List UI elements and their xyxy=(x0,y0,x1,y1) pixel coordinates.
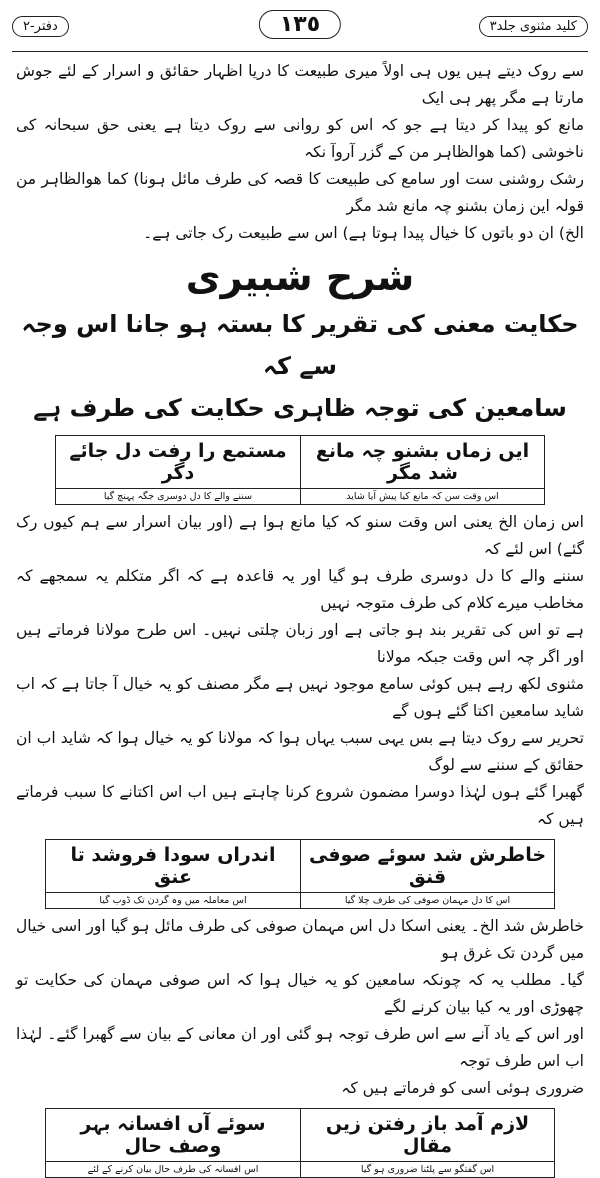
verse-left xyxy=(46,1109,300,1177)
verse-left xyxy=(56,436,300,504)
text-line: گھبرا گئے ہوں لہٰذا دوسرا مضمون شروع کرنا چاہتے ہیں اب اس اکتانے کا سبب فرماتے ہیں کہ xyxy=(16,783,584,828)
subheading-line: سامعین کی توجہ ظاہری حکایت کی طرف ہے xyxy=(33,394,567,422)
text-line: مانع کو پیدا کر دیتا ہے جو کہ اس کو روانی سے روک دیتا ہے یعنی حق سبحانہ کی ناخوشی (کما ھوالظاہر من کے گزر آروآ نکہ xyxy=(16,116,584,161)
text-line: ہے تو اس کی تقریر بند ہو جاتی ہے اور زبان چلتی نہیں۔ اس طرح مولانا فرماتے ہیں اور اگر چہ اس وقت جبکہ مولانا xyxy=(16,621,584,666)
verse-gloss: اس معاملہ میں وہ گردن تک ڈوب گیا xyxy=(99,895,247,906)
page-header xyxy=(12,8,588,52)
text-line: تحریر سے روک دیتا ہے بس یہی سبب یہاں ہوا کہ مولانا کو یہ خیال ہوا کہ شاید اب ان حقائق کے سننے سے لوگ xyxy=(16,729,584,774)
section-badge: دفتر-۲ xyxy=(12,16,69,37)
text-line: سے روک دیتے ہیں یوں ہی اولاً میری طبیعت کا دریا اظہار حقائق و اسرار کے لئے جوش مارتا ہے مگر پھر ہی ایک xyxy=(16,62,584,107)
verse-table xyxy=(55,435,545,505)
verse-left xyxy=(46,840,300,908)
verse-line: ایں زماں بشنو چہ مانع شد مگر xyxy=(301,436,544,489)
verse-right xyxy=(300,436,544,504)
verse-line: اندراں سودا فروشد تا عنق xyxy=(46,840,300,893)
verse-table xyxy=(45,1108,555,1178)
paragraph-middle xyxy=(12,509,588,833)
paragraph-top xyxy=(12,58,588,247)
verse-table xyxy=(45,839,555,909)
subheading xyxy=(12,303,588,429)
paragraph-lower xyxy=(12,913,588,1102)
text-line: مثنوی لکھ رہے ہیں کوئی سامع موجود نہیں ہے مگر مصنف کو یہ خیال آ جاتا ہے کہ اب شاید سامعین اکتا گئے ہوں گے xyxy=(16,675,584,720)
verse-right xyxy=(300,1109,554,1177)
text-line: الخ) ان دو باتوں کا خیال پیدا ہوتا ہے) اس سے طبیعت رک جاتی ہے۔ xyxy=(143,224,584,242)
verse-line: لازم آمد باز رفتن زیں مقال xyxy=(301,1109,554,1162)
section-title: شرح شبیری xyxy=(185,255,415,299)
text-line: گیا۔ مطلب یہ کہ چونکہ سامعین کو یہ خیال ہوا کہ اس صوفی مہمان کی حکایت تو چھوڑی اور یہ کیا بیان کرنے لگے xyxy=(16,971,584,1016)
subheading-line: حکایت معنی کی تقریر کا بستہ ہو جانا اس وجہ سے کہ xyxy=(21,310,579,380)
text-line: اس زمان الخ یعنی اس وقت سنو کہ کیا مانع ہوا ہے (اور بیان اسرار سے ہم کیوں رک گئے) اس لئے کہ xyxy=(16,513,584,558)
text-line: خاطرش شد الخ۔ یعنی اسکا دل اس مہمان صوفی کی طرف مائل ہو گیا اور اسی خیال میں گردن تک غرق ہو xyxy=(16,917,584,962)
verse-gloss: اس کا دل مہمان صوفی کی طرف چلا گیا xyxy=(344,895,511,906)
verse-gloss: اس گفتگو سے پلٹنا ضروری ہو گیا xyxy=(360,1164,495,1175)
page-number: ١٣٥ xyxy=(259,10,341,39)
verse-gloss: اس وقت سن کہ مانع کیا پیش آیا شاید xyxy=(346,491,499,502)
page xyxy=(12,8,588,1175)
verse-right xyxy=(300,840,554,908)
verse-gloss: اس افسانہ کی طرف حال بیان کرنے کے لئے xyxy=(87,1164,259,1175)
verse-gloss: سننے والے کا دل دوسری جگہ پہنچ گیا xyxy=(103,491,253,502)
verse-line: خاطرش شد سوئے صوفی قنق xyxy=(301,840,554,893)
text-line: اور اس کے یاد آنے سے اس طرف توجہ ہو گئی اور ان معانی کے بیان سے گھبرا گئے۔ لہٰذا اب اس طرف توجہ xyxy=(16,1025,584,1070)
text-line: سننے والے کا دل دوسری طرف ہو گیا اور یہ قاعدہ ہے کہ اگر متکلم یہ سمجھے کہ مخاطب میرے کلام کی طرف متوجہ نہیں xyxy=(16,567,584,612)
text-line: رشک روشنی ست اور سامع کی طبیعت کا قصہ کی طرف مائل ہونا) کما ھوالظاہر من قولہ این زمان بشنو چہ مانع شد مگر xyxy=(16,170,584,215)
book-title-badge: کلید مثنوی جلد۳ xyxy=(479,16,588,37)
verse-line: مستمع را رفت دل جائے دگر xyxy=(56,436,300,489)
verse-line: سوئے آں افسانہ بہر وصف حال xyxy=(46,1109,300,1162)
text-line: ضروری ہوئی اسی کو فرماتے ہیں کہ xyxy=(341,1079,584,1097)
